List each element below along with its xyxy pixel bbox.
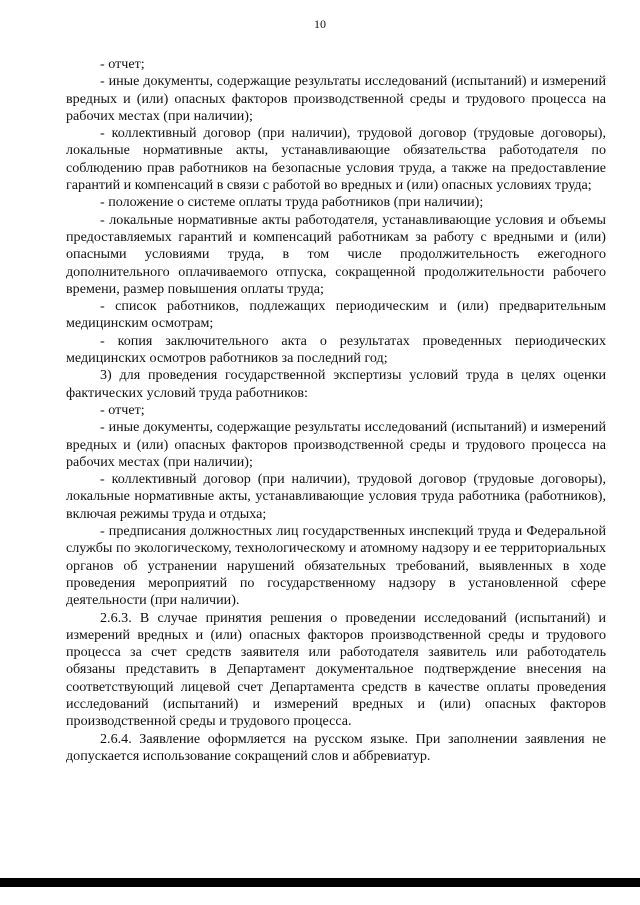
page-number: 10 [314, 17, 326, 31]
paragraph-10: - иные документы, содержащие результаты исследований (испытаний) и измерений вредных и (или) опасных факторов производственной среды и трудового процесса на рабочих местах (при наличии); [66, 419, 606, 470]
paragraph-14: 2.6.4. Заявление оформляется на русском языке. При заполнении заявления не допускается использование сокращений слов и аббревиатур. [66, 730, 606, 764]
paragraph-4: - положение о системе оплаты труда работников (при наличии); [100, 194, 484, 211]
paragraph-7: - копия заключительного акта о результатах проведенных периодических медицинских осмотров работников за последний год; [66, 332, 606, 367]
paragraph-13: 2.6.3. В случае принятия решения о проведении исследований (испытаний) и измерений вредных и (или) опасных факторов производственной среды и трудового процесса за счет средств заявителя или работодателя заявитель или работодатель обязаны представить в Департамент документальное подтверждение внесения на соответствующий лицевой счет Департамента средств в качестве оплаты проведения исследований (испытаний) и измерений вредных и (или) опасных факторов производственной среды и трудового процесса. [66, 609, 606, 730]
paragraph-5: - локальные нормативные акты работодателя, устанавливающие условия и объемы предоставляемых гарантий и компенсаций работникам за работу с вредными и (или) опасными условиями труда, в том числе продолжительность ежегодного дополнительного оплачиваемого отпуска, сокращенной продолжительности рабочего времени, размер повышения оплаты труда; [66, 211, 606, 297]
paragraph-1: - отчет; [100, 56, 145, 72]
scan-edge-bar [0, 878, 640, 887]
paragraph-11: - коллективный договор (при наличии), трудовой договор (трудовые договоры), локальные нормативные акты, устанавливающие условия труда работника (работников), включая режимы труда и отдыха; [66, 471, 606, 522]
paragraph-3: - коллективный договор (при наличии), трудовой договор (трудовые договоры), локальные нормативные акты, устанавливающие обязательства работодателя по соблюдению прав работников на безопасные условия труда, а также на предоставление гарантий и компенсаций в связи с работой во вредных и (или) опасных условиях труда; [66, 125, 606, 194]
document-body [66, 56, 606, 765]
paragraph-12: - предписания должностных лиц государственных инспекций труда и Федеральной службы по экологическому, технологическому и атомному надзору и ее территориальных органов об устранении нарушений обязательных требований, выявленных в ходе проведения мероприятий по государственному надзору в установленной сфере деятельности (при наличии). [66, 523, 606, 609]
paragraph-6: - список работников, подлежащих периодическим и (или) предварительным медицинским осмотрам; [66, 298, 606, 332]
paragraph-8: 3) для проведения государственной экспертизы условий труда в целях оценки фактических условий труда работников: [66, 367, 606, 401]
paragraph-2: - иные документы, содержащие результаты исследований (испытаний) и измерений вредных и (или) опасных факторов производственной среды и трудового процесса на рабочих местах (при наличии); [66, 73, 606, 124]
paragraph-9: - отчет; [100, 401, 145, 418]
